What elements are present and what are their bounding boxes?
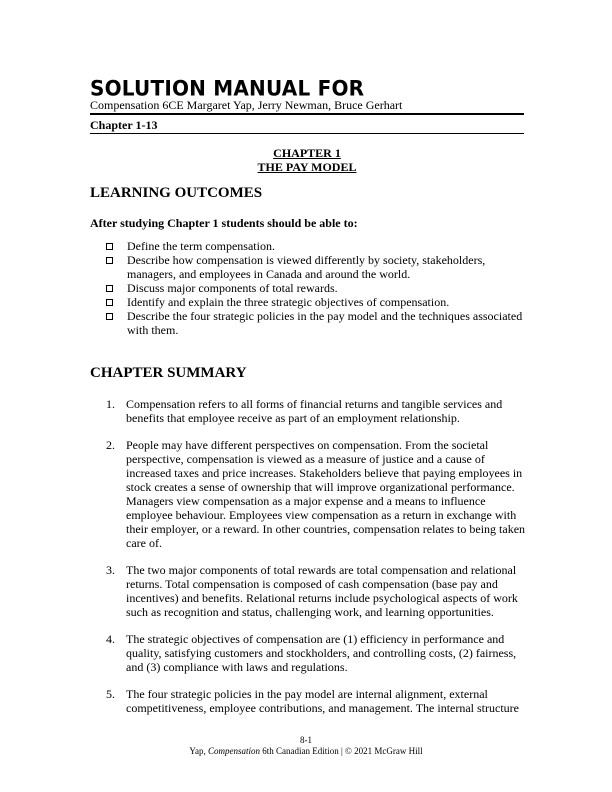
learning-outcomes-heading: LEARNING OUTCOMES (90, 185, 263, 201)
list-item (106, 563, 526, 619)
credit-suffix: 6th Canadian Edition | © 2021 McGraw Hill (259, 746, 423, 756)
chapter-summary-list (106, 397, 526, 728)
document-title: SOLUTION MANUAL FOR (90, 74, 365, 101)
list-item (106, 239, 526, 253)
item-number: 4. (106, 632, 115, 646)
checkbox-bullet-icon (106, 243, 113, 250)
list-item (106, 253, 526, 281)
outcome-text: Describe how compensation is viewed differently by society, stakeholders, managers, and employees in Canada and around the world. (127, 253, 486, 281)
footer-credit (0, 746, 612, 757)
credit-prefix: Yap, (189, 746, 208, 756)
item-number: 2. (106, 438, 115, 452)
outcome-text: Discuss major components of total rewards. (127, 281, 338, 295)
list-item (106, 309, 526, 337)
chapter-range-divider (90, 133, 524, 134)
learning-outcomes-intro: After studying Chapter 1 students should be able to: (90, 216, 358, 230)
summary-text: The two major components of total rewards are total compensation and relational returns. Total compensation is composed of cash compensation (base pay and incentives) and benefits. Relational returns include psychological aspects of work such as recognition and status, challenging work, and learning opportunities. (126, 563, 518, 619)
list-item (106, 397, 526, 425)
list-item (106, 632, 526, 674)
list-item (106, 687, 526, 715)
checkbox-bullet-icon (106, 299, 113, 306)
header-divider (90, 113, 524, 115)
outcome-text: Identify and explain the three strategic objectives of compensation. (127, 295, 450, 309)
list-item (106, 295, 526, 309)
item-number: 1. (106, 397, 115, 411)
document-subtitle: Compensation 6CE Margaret Yap, Jerry Newman, Bruce Gerhart (90, 98, 403, 112)
chapter-number: CHAPTER 1 (273, 146, 341, 160)
chapter-summary-heading: CHAPTER SUMMARY (90, 365, 247, 381)
chapter-name: THE PAY MODEL (257, 160, 357, 174)
outcome-text: Describe the four strategic policies in the pay model and the techniques associated with them. (127, 309, 523, 337)
page-number: 8-1 (300, 735, 312, 745)
checkbox-bullet-icon (106, 285, 113, 292)
checkbox-bullet-icon (106, 257, 113, 264)
item-number: 3. (106, 563, 115, 577)
summary-text: The four strategic policies in the pay model are internal alignment, external competitiveness, employee contributions, and management. The internal structure (126, 687, 519, 715)
checkbox-bullet-icon (106, 313, 113, 320)
summary-text: People may have different perspectives on compensation. From the societal perspective, compensation is viewed as a measure of justice and a cause of increased taxes and price increases. Stakeholders believe that paying employees in stock creates a sense of ownership that will improve organizational performance. Managers view compensation as a major expense and a means to influence employee behaviour. Employees view compensation as a return in exchange with their employer, or a reward. In other countries, compensation relates to being taken care of. (126, 438, 526, 550)
learning-outcomes-list (106, 239, 526, 337)
outcome-text: Define the term compensation. (127, 239, 275, 253)
list-item (106, 281, 526, 295)
chapter-range: Chapter 1-13 (90, 118, 158, 132)
credit-title: Compensation (207, 746, 260, 756)
list-item (106, 438, 526, 550)
item-number: 5. (106, 687, 115, 701)
summary-text: The strategic objectives of compensation are (1) efficiency in performance and quality, satisfying customers and stockholders, and controlling costs, (2) fairness, and (3) compliance with laws and regulations. (126, 632, 517, 674)
summary-text: Compensation refers to all forms of financial returns and tangible services and benefits that employee receive as part of an employment relationship. (126, 397, 503, 425)
